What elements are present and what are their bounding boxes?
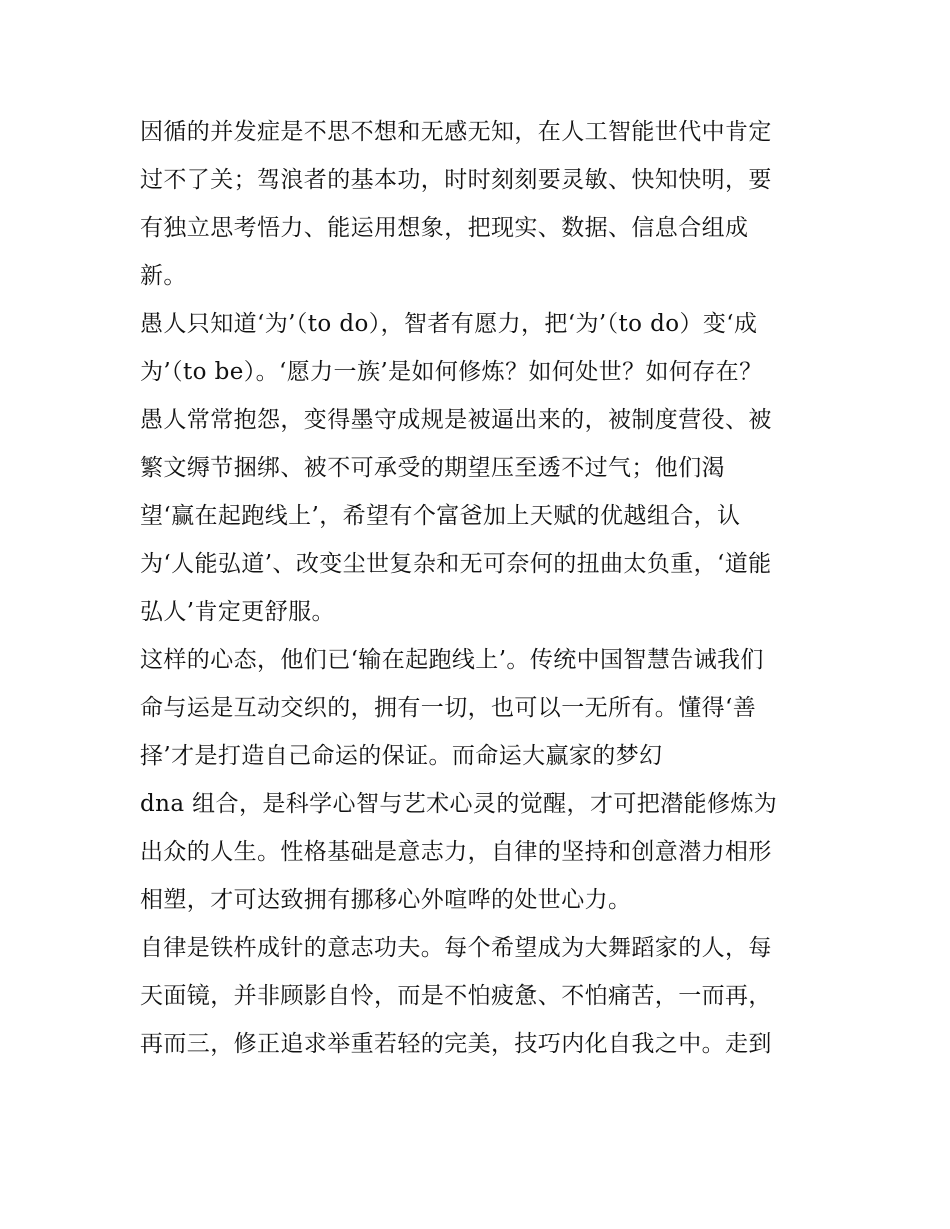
- text-line: 命与运是互动交织的，拥有一切，也可以一无所有。懂得‘善: [140, 695, 757, 721]
- text-line: 新。: [140, 263, 187, 289]
- text-line: 天面镜，并非顾影自怜，而是不怕疲惫、不怕痛苦，一而再，: [140, 983, 772, 1009]
- text-line: 因循的并发症是不思不想和无感无知，在人工智能世代中肯定: [140, 119, 772, 145]
- text-line: 有独立思考悟力、能运用想象，把现实、数据、信息合组成: [140, 215, 749, 241]
- text-line: 望‘赢在起跑线上’，希望有个富爸加上天赋的优越组合，认: [140, 503, 741, 529]
- text-line: 过不了关；驾浪者的基本功，时时刻刻要灵敏、快知快明，要: [140, 167, 772, 193]
- body-text: [140, 108, 820, 1068]
- text-line: 繁文缛节捆绑、被不可承受的期望压至透不过气；他们渴: [140, 455, 725, 481]
- text-line: 为’（to be）。‘愿力一族’是如何修炼？如何处世？如何存在？: [140, 359, 763, 385]
- text-line: 为‘人能弘道’、改变尘世复杂和无可奈何的扭曲太负重，‘道能: [140, 551, 772, 577]
- text-line: 这样的心态，他们已‘输在起跑线上’。传统中国智慧告诫我们: [140, 647, 764, 673]
- text-line: 愚人常常抱怨，变得墨守成规是被逼出来的，被制度营役、被: [140, 407, 772, 433]
- text-line: 择’才是打造自己命运的保证。而命运大赢家的梦幻: [140, 743, 663, 769]
- text-line: 出众的人生。性格基础是意志力，自律的坚持和创意潜力相形: [140, 839, 772, 865]
- text-line: 再而三，修正追求举重若轻的完美，技巧内化自我之中。走到: [140, 1031, 772, 1057]
- text-line: 相塑，才可达致拥有挪移心外喧哗的处世心力。: [140, 887, 632, 913]
- text-line: dna 组合，是科学心智与艺术心灵的觉醒，才可把潜能修炼为: [140, 791, 778, 817]
- text-line: 自律是铁杵成针的意志功夫。每个希望成为大舞蹈家的人，每: [140, 935, 772, 961]
- text-line: 弘人’肯定更舒服。: [140, 599, 335, 625]
- text-line: 愚人只知道‘为’（to do），智者有愿力，把‘为’（to do）变‘成: [140, 311, 758, 337]
